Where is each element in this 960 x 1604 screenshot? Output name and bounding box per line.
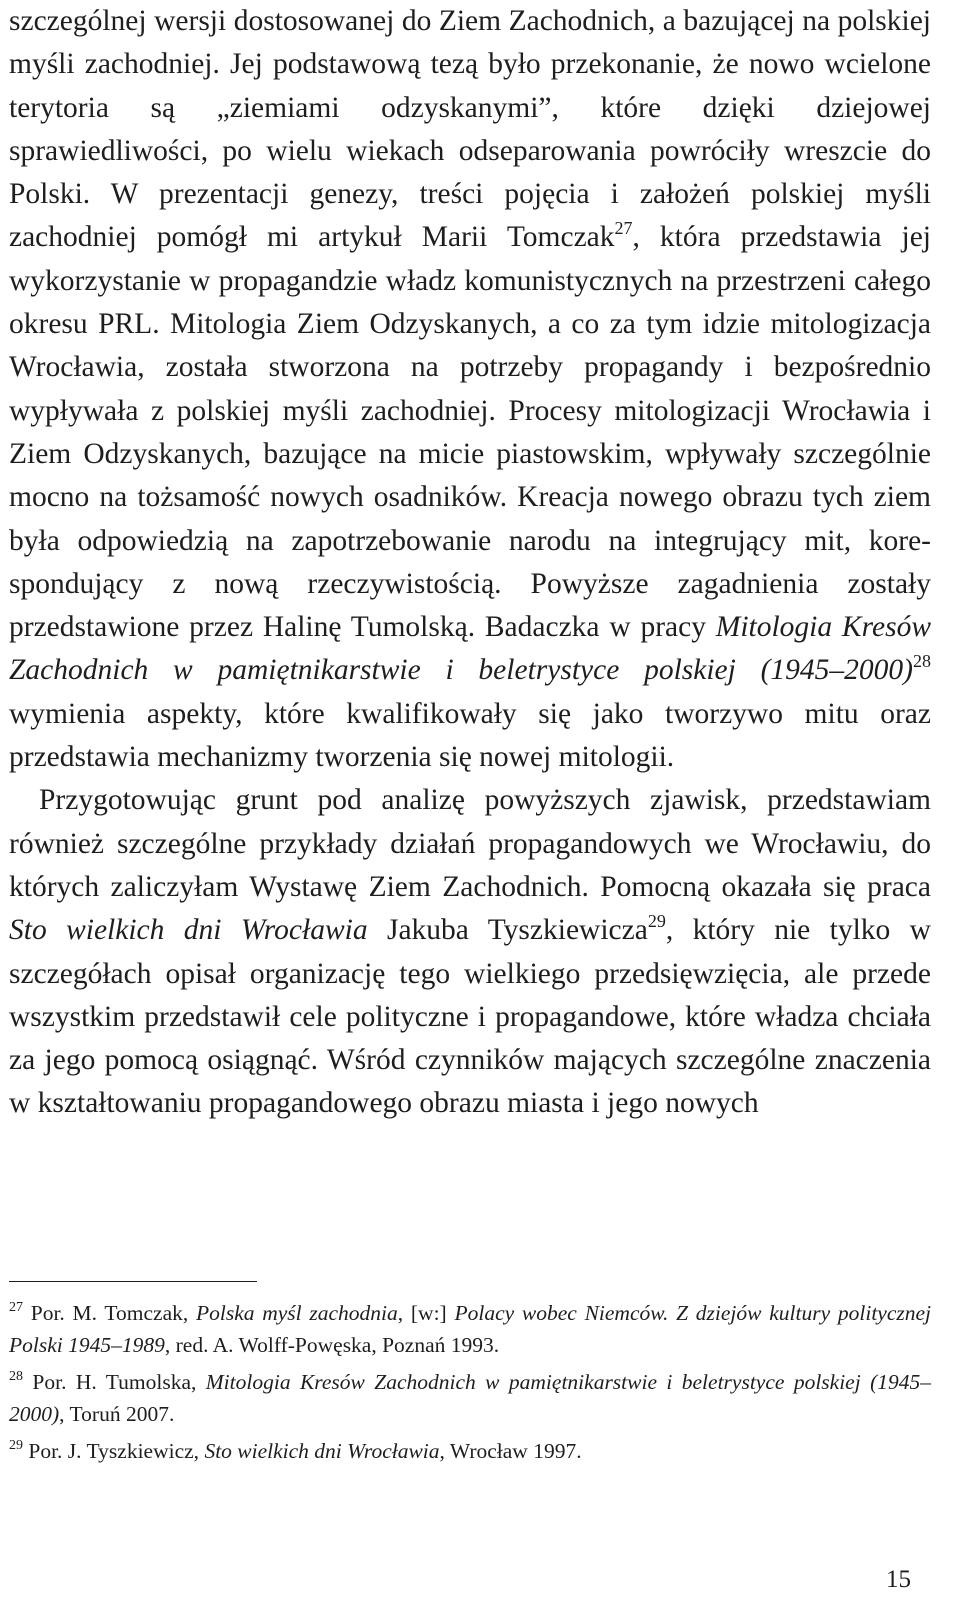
paragraph-1-text-b: , która przedstawia jej wykorzystanie w propagandzie władz komunistycznych na przestrzeni całego okresu PRL. Mitologia Ziem Odzyskanych, a co za tym idzie mitologizacja Wrocławia, została stworzona na potrzeby propagandy i bezpośrednio wypływała z polskiej myśli zachodniej. Procesy mitologizacji Wrocławia i Ziem Odzyskanych, bazujące na micie piastowskim, wpływały szczególnie mocno na tożsamość nowych osadników. Kreacja nowego obrazu tych ziem była odpowiedzią na zapotrzebowanie narodu na integrujący mit, korespondujący z nową rzeczywistością. Powyższe zagadnienia zostały przedstawione przez Halinę Tumolską. Badaczka w pracy — [9, 221, 931, 644]
book-title-mitologia: Mitologia Kresów Zachodnich w pamiętnikarstwie i beletrystyce polskiej (1945–2000) — [9, 611, 931, 687]
footnote-text: Por. J. Tyszkiewicz, — [23, 1439, 205, 1463]
paragraph-1-text-a: szczególnej wersji dostosowanej do Ziem Zachodnich, a bazującej na polskiej myśli zachodniej. Jej podstawową tezą było przekonanie, że nowo wcielone terytoria są „ziemiami odzyskanymi”, które dzięki dziejowej sprawiedliwości, po wielu wiekach odseparowania powróciły wreszcie do Polski. W prezentacji genezy, treści pojęcia i założeń polskiej myśli zachodniej pomógł mi artykuł Marii Tomczak — [9, 5, 931, 254]
footnote-28 — [9, 1366, 931, 1430]
page-body — [9, 0, 931, 1126]
footnote-ref-27[interactable]: 27 — [614, 218, 633, 239]
footnote-text: Por. M. Tomczak, — [23, 1301, 196, 1325]
footnote-text: , red. A. Wolff-Powęska, Poznań 1993. — [164, 1333, 500, 1357]
footnote-title: Mitologia Kresów Zachodnich w pamiętnikarstwie i beletrystyce polskiej (1945–2000) — [9, 1370, 931, 1426]
paragraph-2-text-b: Jakuba Tyszkiewicza — [367, 914, 648, 947]
paragraph-1-text-c: wymienia aspekty, które kwalifikowały się jako tworzywo mitu oraz przedstawia mechanizmy tworzenia się nowej mitologii. — [9, 697, 931, 774]
footnote-ref-28[interactable]: 28 — [913, 651, 931, 672]
footnote-number: 29 — [9, 1438, 23, 1453]
footnote-text: , [w:] — [397, 1301, 455, 1325]
footnote-text: , Wrocław 1997. — [439, 1439, 582, 1463]
paragraph-2 — [9, 779, 931, 1125]
footnote-title: Polacy wobec Niemców. Z dziejów kultury politycznej Polski 1945–1989 — [9, 1301, 932, 1357]
footnote-divider — [9, 1281, 257, 1282]
footnote-ref-29[interactable]: 29 — [647, 911, 666, 932]
footnote-text: , Toruń 2007. — [59, 1402, 175, 1426]
footnote-title: Polska myśl zachodnia — [195, 1301, 398, 1325]
footnote-title: Sto wielkich dni Wrocławia — [204, 1439, 440, 1463]
footnote-number: 27 — [9, 1300, 23, 1315]
book-title-sto-wielkich-dni: Sto wielkich dni Wrocławia — [9, 914, 368, 947]
paragraph-2-text-c: , który nie tylko w szczegółach opisał organizację tego wielkiego przedsięwzięcia, ale przede wszystkim przedstawił cele polityczne i propagandowe, które władza chciała za jego pomocą osiągnąć. Wśród czynników mających szczególne znaczenia w kształtowaniu propagandowego obrazu miasta i jego nowych — [9, 914, 931, 1120]
paragraph-1 — [9, 0, 931, 779]
page-number: 15 — [886, 1566, 911, 1593]
footnotes — [9, 1297, 931, 1472]
footnote-text: Por. H. Tumolska, — [23, 1370, 206, 1394]
footnote-27 — [9, 1297, 931, 1361]
footnote-number: 28 — [9, 1369, 23, 1384]
footnote-29 — [9, 1435, 931, 1467]
paragraph-2-text-a: Przygotowując grunt pod analizę powyższych zjawisk, przedstawiam również szczególne przykłady działań propagandowych we Wrocławiu, do których zaliczyłam Wystawę Ziem Zachodnich. Pomocną okazała się praca — [9, 784, 931, 903]
